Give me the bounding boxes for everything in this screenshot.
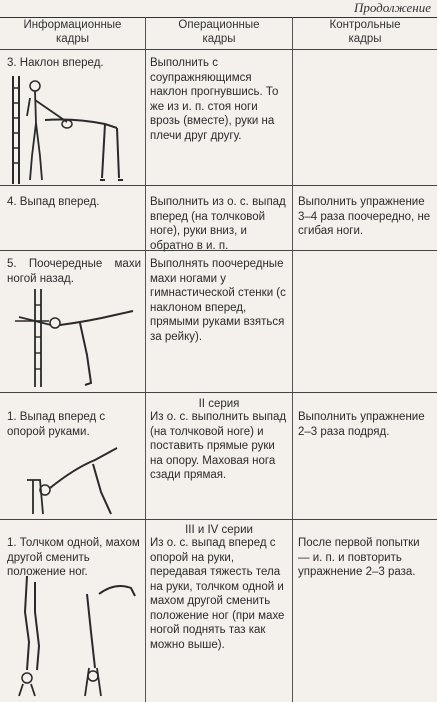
- row-operational-text: Из о. с. выполнить выпад (на толчковой ноге) и поставить прямые руки на опору. Маховая нога сзади прямая.: [150, 411, 287, 481]
- row-info-text: 1. Толчком одной, махом другой сменить положение ног.: [7, 537, 140, 578]
- row-operational-text: Выполнить с соупражняющимся наклон прогнувшись. То же из и. п. стоя ноги врозь (вместе), руки на плечи друг другу.: [150, 57, 279, 142]
- row-control-text: Выполнить упражнение 2–3 раза подряд.: [298, 411, 425, 438]
- row-control-text: После первой попытки — и. п. и повторить упражнение 2–3 раза.: [298, 537, 420, 578]
- leg-swing-figure: [5, 285, 140, 390]
- row-divider: [0, 519, 437, 520]
- row-operational-text: Из о. с. выпад вперед с опорой на руки, передавая тяжесть тела на руки, толчком одной и махом другой сменить положение ног (при махе ногой поднять таз как можно выше).: [150, 537, 285, 651]
- lunge-support-figure: [5, 440, 140, 518]
- header-bottom-rule: [0, 49, 437, 50]
- row-info-text: 1. Выпад вперед с опорой руками.: [7, 411, 106, 438]
- column-header-control: Контрольные кадры: [329, 19, 401, 45]
- row-operational-text: Выполнять поочередные махи ногами у гимнастической стенки (с наклоном вперед, прямыми руками взяться за рейку).: [150, 258, 286, 343]
- leg-change-handstand-figure: [5, 572, 140, 700]
- continuation-label: Продолжение: [353, 0, 431, 15]
- column-divider: [292, 17, 293, 702]
- series-label: III и IV серии: [185, 524, 253, 536]
- row-info-text: 4. Выпад вперед.: [7, 196, 100, 208]
- column-header-operational: Операционные кадры: [178, 19, 260, 45]
- bending-forward-figure: [5, 68, 140, 186]
- column-divider: [145, 17, 146, 702]
- column-header-info: Информационные кадры: [23, 19, 122, 45]
- row-info-text: 3. Наклон вперед.: [7, 57, 104, 69]
- row-info-text: 5. Поочередные махи ногой назад.: [7, 258, 141, 285]
- row-control-text: Выполнить упражнение 3–4 раза поочередно, не сгибая ноги.: [298, 196, 431, 237]
- series-label: II серия: [198, 398, 240, 410]
- row-divider: [0, 392, 437, 393]
- row-operational-text: Выполнить из о. с. выпад вперед (на толчковой ноге), руки вниз, и обратно в и. п.: [150, 196, 286, 252]
